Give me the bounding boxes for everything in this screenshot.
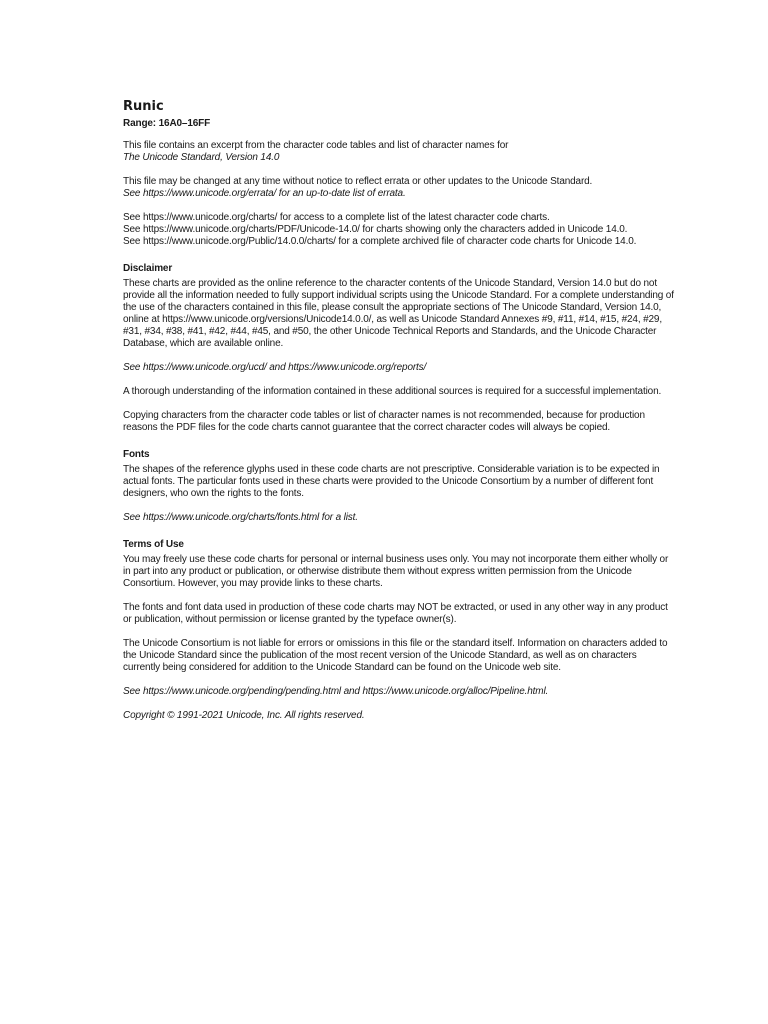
page-title: Runic [123, 99, 164, 114]
terms-heading: Terms of Use [123, 539, 184, 550]
terms-paragraph: You may freely use these code charts for personal or internal business uses only. You may not incorporate them either wholly or in part into any product or publication, or otherwise distribute them without express written permission from the Unicode Consortium. However, you may provide links to these charts. [123, 554, 669, 589]
standard-version-title: The Unicode Standard, Version 14.0 [123, 152, 280, 163]
errata-link-text: See https://www.unicode.org/errata/ for an up-to-date list of errata. [123, 188, 406, 199]
charts-link-line: See https://www.unicode.org/charts/PDF/Unicode-14.0/ for charts showing only the characters added in Unicode 14.0. [123, 224, 628, 235]
charts-link-line: See https://www.unicode.org/Public/14.0.0/charts/ for a complete archived file of character code charts for Unicode 14.0. [123, 236, 637, 247]
disclaimer-body: These charts are provided as the online reference to the character contents of the Unicode Standard, Version 14.0 but do not provide all the information needed to fully support individual scripts using the Unicode Standard. For a complete understanding of the use of the characters contained in this file, please consult the appropriate sections of The Unicode Standard, Version 14.0, online at https://www.unicode.org/versions/Unicode14.0.0/, as well as Unicode Standard Annexes #9, #11, #14, #15, #24, #29, #31, #34, #38, #41, #42, #44, #45, and #50, the other Unicode Technical Reports and Standards, and the Unicode Character Database, which are available online. [123, 278, 674, 349]
intro-paragraph [123, 140, 675, 164]
terms-paragraph: The fonts and font data used in production of these code charts may NOT be extracted, or used in any other way in any product or publication, without permission or license granted by the typeface owner(s). [123, 602, 668, 625]
disclaimer-heading: Disclaimer [123, 263, 173, 274]
intro-line: This file contains an excerpt from the character code tables and list of character names for [123, 140, 509, 151]
copying-paragraph: Copying characters from the character code tables or list of character names is not recommended, because for production reasons the PDF files for the code charts cannot guarantee that the correct character codes will always be copied. [123, 410, 645, 433]
range-label: Range: 16A0–16FF [123, 118, 211, 129]
charts-link-line: See https://www.unicode.org/charts/ for access to a complete list of the latest character code charts. [123, 212, 550, 223]
change-paragraph [123, 176, 675, 200]
charts-links-paragraph [123, 212, 675, 248]
change-notice: This file may be changed at any time without notice to reflect errata or other updates to the Unicode Standard. [123, 176, 593, 187]
fonts-body: The shapes of the reference glyphs used in these code charts are not prescriptive. Considerable variation is to be expected in actual fonts. The particular fonts used in these charts were provided to the Unicode Consortium by a number of different font designers, who own the rights to the fonts. [123, 464, 660, 499]
fonts-heading: Fonts [123, 449, 150, 460]
document-page [123, 99, 675, 734]
disclaimer-see-links: See https://www.unicode.org/ucd/ and https://www.unicode.org/reports/ [123, 362, 427, 373]
fonts-see-link: See https://www.unicode.org/charts/fonts.html for a list. [123, 512, 358, 523]
terms-see-links: See https://www.unicode.org/pending/pending.html and https://www.unicode.org/alloc/Pipeline.html. [123, 686, 549, 697]
copyright-notice: Copyright © 1991-2021 Unicode, Inc. All rights reserved. [123, 710, 365, 721]
terms-paragraph: The Unicode Consortium is not liable for errors or omissions in this file or the standard itself. Information on characters added to the Unicode Standard since the publication of the most recent version of the Unicode Standard, as well as on characters currently being considered for addition to the Unicode Standard can be found on the Unicode web site. [123, 638, 668, 673]
thorough-paragraph: A thorough understanding of the information contained in these additional sources is required for a successful implementation. [123, 386, 662, 397]
